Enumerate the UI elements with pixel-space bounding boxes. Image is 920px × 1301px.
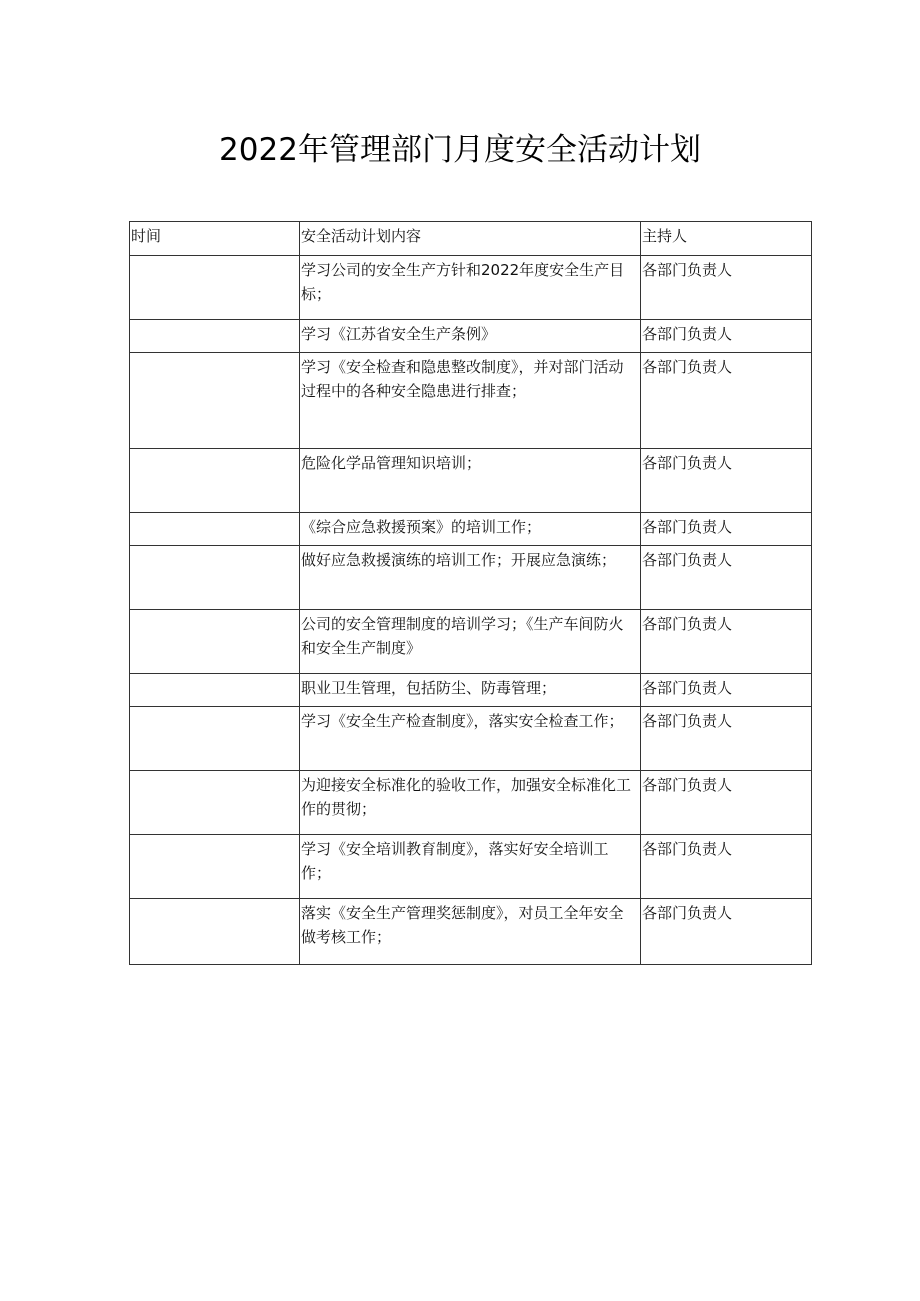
table-row (130, 707, 812, 771)
cell-content: 学习《安全检查和隐患整改制度》，并对部门活动过程中的各种安全隐患进行排查； (300, 353, 641, 449)
cell-host: 各部门负责人 (641, 449, 812, 513)
cell-time (130, 320, 300, 353)
cell-host: 各部门负责人 (641, 771, 812, 835)
cell-host: 各部门负责人 (641, 674, 812, 707)
table-row (130, 546, 812, 610)
cell-content: 学习《安全培训教育制度》，落实好安全培训工作； (300, 835, 641, 899)
cell-host: 各部门负责人 (641, 899, 812, 965)
cell-time (130, 513, 300, 546)
table-row (130, 353, 812, 449)
cell-host: 各部门负责人 (641, 256, 812, 320)
cell-content: 公司的安全管理制度的培训学习；《生产车间防火和安全生产制度》 (300, 610, 641, 674)
cell-time (130, 899, 300, 965)
cell-content: 学习《江苏省安全生产条例》 (300, 320, 641, 353)
cell-host: 各部门负责人 (641, 513, 812, 546)
header-host: 主持人 (641, 222, 812, 256)
page-title: 2022年管理部门月度安全活动计划 (219, 132, 701, 168)
cell-host: 各部门负责人 (641, 835, 812, 899)
cell-content: 《综合应急救援预案》的培训工作； (300, 513, 641, 546)
cell-host: 各部门负责人 (641, 353, 812, 449)
cell-time (130, 256, 300, 320)
activity-plan-table (129, 221, 812, 965)
table-header-row (130, 222, 812, 256)
cell-content: 落实《安全生产管理奖惩制度》，对员工全年安全做考核工作； (300, 899, 641, 965)
cell-time (130, 449, 300, 513)
header-time: 时间 (130, 222, 300, 256)
cell-content: 职业卫生管理，包括防尘、防毒管理； (300, 674, 641, 707)
cell-host: 各部门负责人 (641, 546, 812, 610)
table-row (130, 610, 812, 674)
table-row (130, 674, 812, 707)
cell-time (130, 610, 300, 674)
table-row (130, 320, 812, 353)
cell-content: 危险化学品管理知识培训； (300, 449, 641, 513)
cell-content: 学习公司的安全生产方针和2022年度安全生产目标； (300, 256, 641, 320)
table-row (130, 835, 812, 899)
table-row (130, 899, 812, 965)
cell-time (130, 835, 300, 899)
cell-content: 做好应急救援演练的培训工作；开展应急演练； (300, 546, 641, 610)
cell-time (130, 674, 300, 707)
cell-host: 各部门负责人 (641, 707, 812, 771)
cell-time (130, 353, 300, 449)
table-row (130, 449, 812, 513)
cell-content: 学习《安全生产检查制度》，落实安全检查工作； (300, 707, 641, 771)
table-row (130, 513, 812, 546)
cell-time (130, 707, 300, 771)
cell-time (130, 771, 300, 835)
cell-host: 各部门负责人 (641, 610, 812, 674)
table-row (130, 771, 812, 835)
cell-time (130, 546, 300, 610)
cell-host: 各部门负责人 (641, 320, 812, 353)
table-row (130, 256, 812, 320)
header-content: 安全活动计划内容 (300, 222, 641, 256)
cell-content: 为迎接安全标准化的验收工作，加强安全标准化工作的贯彻； (300, 771, 641, 835)
